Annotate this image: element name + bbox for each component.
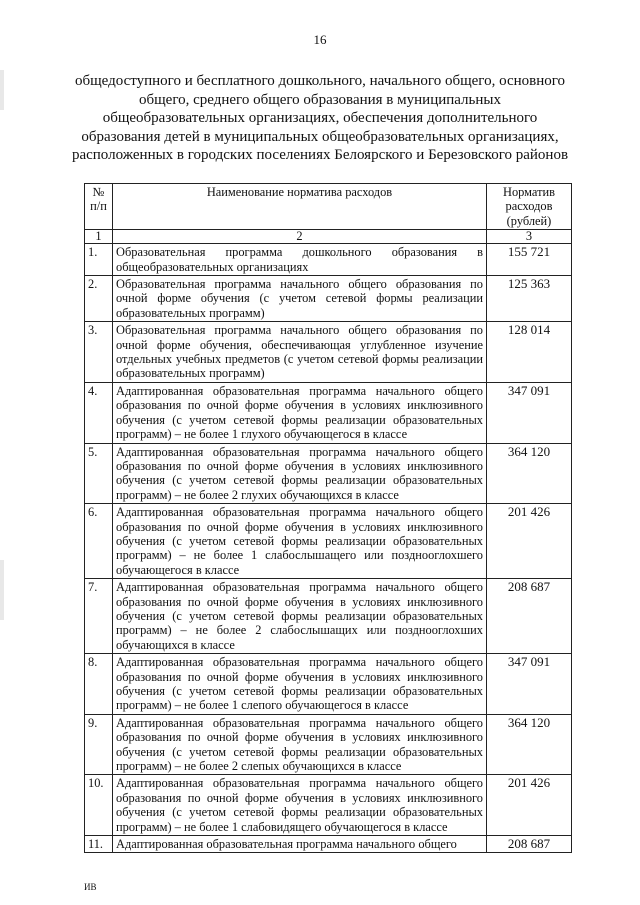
table-row (85, 654, 572, 715)
footer-initials: ИВ (84, 882, 97, 892)
norms-table (84, 183, 572, 853)
table-row (85, 714, 572, 775)
row-name: Образовательная программа начального общего образования по очной форме обучения (с учетом сетевой формы реализации образовательных программ) (113, 276, 487, 322)
table-row (85, 775, 572, 836)
index-cell: 3 (487, 230, 572, 244)
table-index-row (85, 230, 572, 244)
row-value: 208 687 (487, 579, 572, 654)
row-value: 155 721 (487, 244, 572, 276)
index-cell: 1 (85, 230, 113, 244)
row-number: 1. (85, 244, 113, 276)
row-value: 364 120 (487, 443, 572, 504)
table-row (85, 382, 572, 443)
row-number: 3. (85, 322, 113, 383)
row-value: 347 091 (487, 382, 572, 443)
header-name: Наименование норматива расходов (113, 184, 487, 230)
row-value: 347 091 (487, 654, 572, 715)
row-number: 2. (85, 276, 113, 322)
row-name: Адаптированная образовательная программа начального общего образования по очной форме обучения в условиях инклюзивного обучения (с учетом сетевой формы реализации образовательных программ) – не более 2 слепых обучающихся в классе (113, 714, 487, 775)
row-name: Образовательная программа начального общего образования по очной форме обучения, обеспечивающая углубленное изучение отдельных учебных предметов (с учетом сетевой формы реализации образовательных программ) (113, 322, 487, 383)
row-name: Адаптированная образовательная программа начального общего образования по очной форме обучения в условиях инклюзивного обучения (с учетом сетевой формы реализации образовательных программ) – не более 1 слабослышащего или позднооглохшего обучающегося в классе (113, 504, 487, 579)
row-number: 8. (85, 654, 113, 715)
table-row (85, 322, 572, 383)
table-row (85, 504, 572, 579)
page-number: 16 (313, 32, 327, 47)
table-row (85, 244, 572, 276)
row-name: Адаптированная образовательная программа начального общего образования по очной форме обучения в условиях инклюзивного обучения (с учетом сетевой формы реализации образовательных программ) – не более 1 слабовидящего обучающегося в классе (113, 775, 487, 836)
header-number: № п/п (85, 184, 113, 230)
row-name: Образовательная программа дошкольного образования в общеобразовательных организациях (113, 244, 487, 276)
row-name: Адаптированная образовательная программа начального общего образования по очной форме обучения в условиях инклюзивного обучения (с учетом сетевой формы реализации образовательных программ) – не более 2 глухих обучающихся в классе (113, 443, 487, 504)
document-heading: общедоступного и бесплатного дошкольного, начального общего, основного общего, среднего общего образования в муниципальных общеобразовательных организациях, обеспечения дополнительного образования детей в муниципальных общеобразовательных организациях, расположенных в городских поселениях Белоярского и Березовского районов (71, 73, 569, 163)
row-value: 201 426 (487, 775, 572, 836)
row-value: 125 363 (487, 276, 572, 322)
table-header-row (85, 184, 572, 230)
table-row (85, 276, 572, 322)
header-value: Норматив расходов (рублей) (487, 184, 572, 230)
row-number: 11. (85, 836, 113, 853)
row-value: 201 426 (487, 504, 572, 579)
row-number: 9. (85, 714, 113, 775)
row-name: Адаптированная образовательная программа начального общего (113, 836, 487, 853)
row-value: 364 120 (487, 714, 572, 775)
scan-margin-mark (0, 560, 4, 620)
index-cell: 2 (113, 230, 487, 244)
row-number: 7. (85, 579, 113, 654)
row-name: Адаптированная образовательная программа начального общего образования по очной форме обучения в условиях инклюзивного обучения (с учетом сетевой формы реализации образовательных программ) – не более 2 слабослышащих или позднооглохших обучающихся в классе (113, 579, 487, 654)
table-row (85, 443, 572, 504)
row-number: 10. (85, 775, 113, 836)
row-number: 6. (85, 504, 113, 579)
row-number: 5. (85, 443, 113, 504)
row-number: 4. (85, 382, 113, 443)
row-value: 128 014 (487, 322, 572, 383)
row-value: 208 687 (487, 836, 572, 853)
row-name: Адаптированная образовательная программа начального общего образования по очной форме обучения в условиях инклюзивного обучения (с учетом сетевой формы реализации образовательных программ) – не более 1 глухого обучающегося в классе (113, 382, 487, 443)
scan-margin-mark (0, 70, 4, 110)
row-name: Адаптированная образовательная программа начального общего образования по очной форме обучения в условиях инклюзивного обучения (с учетом сетевой формы реализации образовательных программ) – не более 1 слепого обучающегося в классе (113, 654, 487, 715)
table-row (85, 836, 572, 853)
table-row (85, 579, 572, 654)
